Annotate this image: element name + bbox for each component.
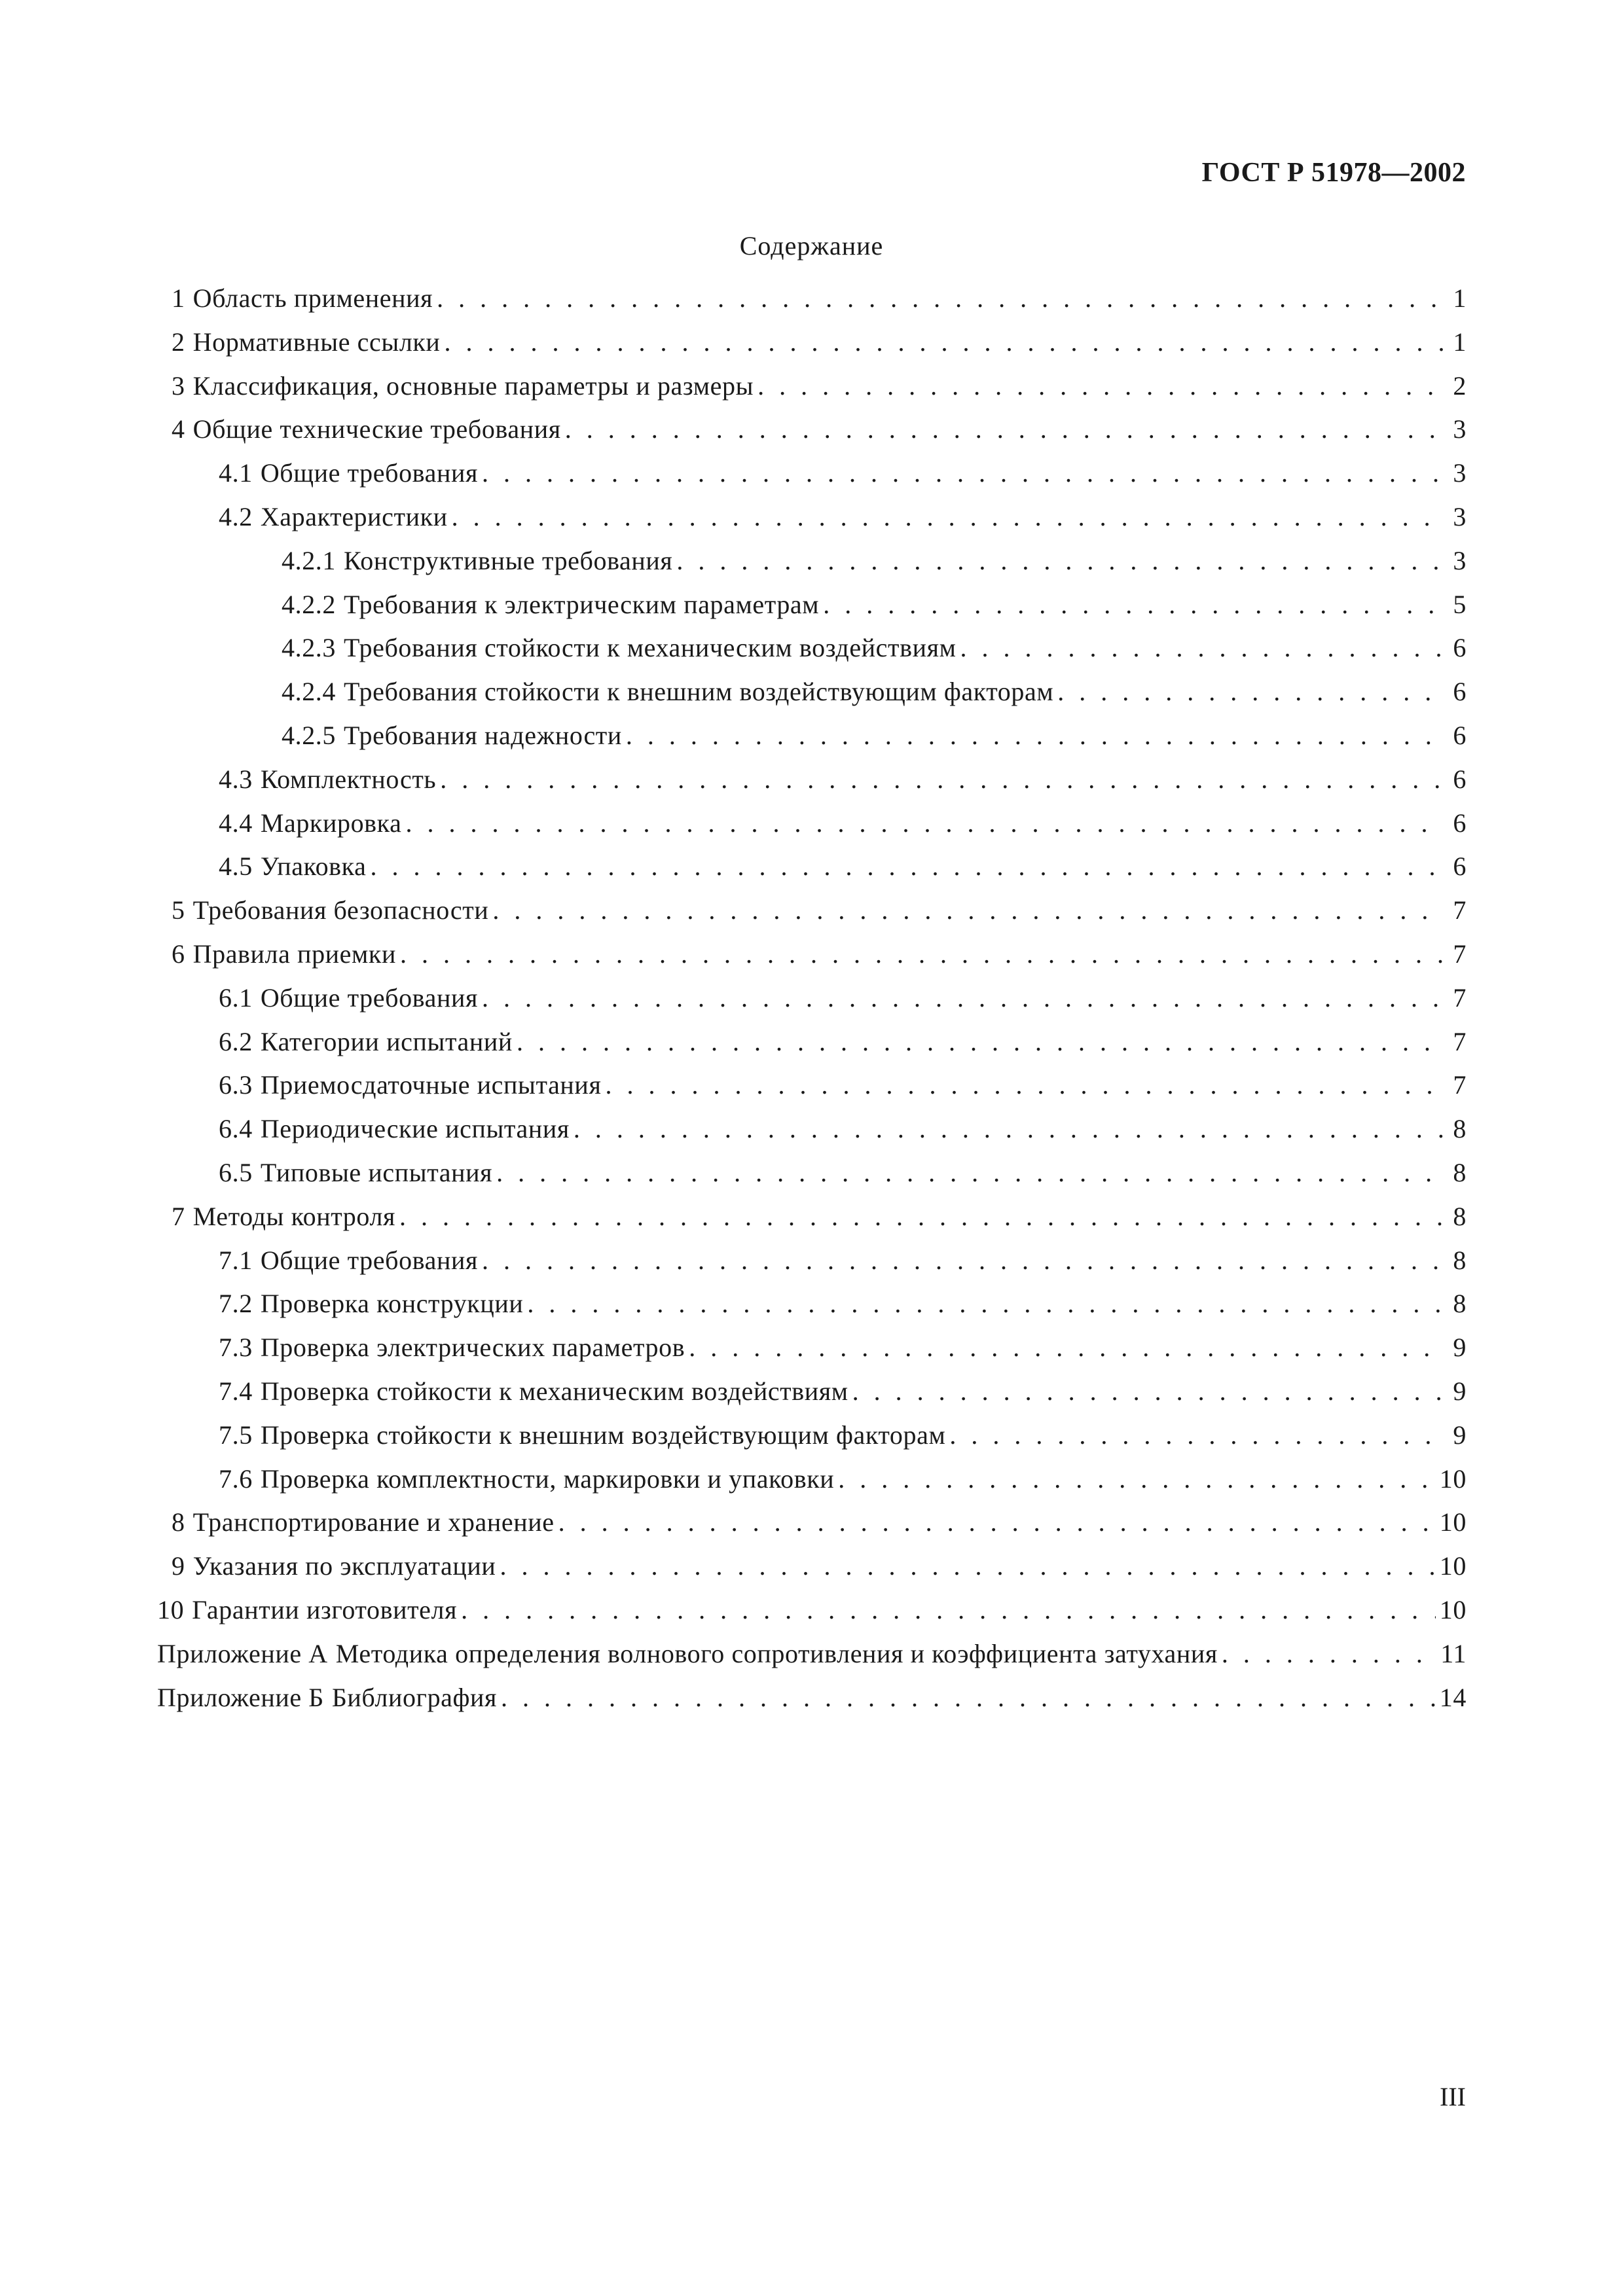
toc-entry-page: 8 [1453,1289,1467,1319]
toc-entry-title: Общие требования [260,458,479,488]
toc-entry-page: 6 [1453,633,1467,663]
toc-entry-number: 4.2.2 [282,589,336,619]
toc-entry[interactable] [157,1288,1467,1332]
toc-entry-number: 2 [172,327,185,357]
dot-leader [452,501,1443,532]
toc-entry-page: 9 [1453,1420,1467,1450]
toc-entry-page: 5 [1453,589,1467,619]
toc-entry[interactable] [157,808,1467,852]
dot-leader [492,895,1443,925]
toc-entry-number: 4.5 [219,852,253,882]
toc-entry-number: 6 [172,939,185,969]
toc-entry-page: 10 [1439,1507,1467,1537]
toc-entry[interactable] [157,1157,1467,1201]
dot-leader [689,1332,1443,1363]
toc-entry-number: 7.3 [219,1333,253,1363]
toc-entry-number: 6.5 [219,1157,253,1187]
dot-leader [370,851,1443,882]
toc-entry-page: 7 [1453,939,1467,969]
toc-entry[interactable] [157,1594,1467,1638]
dot-leader [565,414,1443,444]
toc-entry-title: Комплектность [260,764,437,794]
toc-entry-number: 1 [172,283,185,313]
page-number: III [1440,2082,1466,2111]
toc-entry[interactable] [157,414,1467,457]
toc-entry-title: Область применения [192,283,433,313]
toc-entry-page: 14 [1439,1682,1467,1712]
toc-entry-title: Требования надежности [344,720,622,750]
toc-entry-page: 10 [1439,1594,1467,1624]
toc-entry-number: 7.2 [219,1289,253,1319]
dot-leader [444,327,1443,357]
dot-leader [440,764,1443,795]
dot-leader [960,632,1443,663]
toc-entry-page: 1 [1453,327,1467,357]
dot-leader [399,1201,1443,1232]
dot-leader [437,283,1443,314]
toc-entry[interactable] [157,1332,1467,1376]
toc-entry-page: 6 [1453,852,1467,882]
dot-leader [405,808,1443,838]
toc-entry[interactable] [157,1551,1467,1594]
toc-entry[interactable] [157,1376,1467,1420]
dot-leader [1057,676,1443,707]
toc-entry[interactable] [157,545,1467,589]
toc-entry-number: 4.2.1 [282,545,336,575]
toc-entry-page: 9 [1453,1376,1467,1406]
toc-entry-title: Правила приемки [192,939,396,969]
toc-entry[interactable] [157,720,1467,764]
toc-entry[interactable] [157,457,1467,501]
toc-entry[interactable] [157,370,1467,414]
toc-entry-title: Требования стойкости к механическим воздействиям [344,633,957,663]
standard-code: ГОСТ Р 51978—2002 [1201,158,1466,188]
toc-entry-number: 6.1 [219,982,253,1013]
toc-entry-number: 4.4 [219,808,253,838]
toc-entry-page: 10 [1439,1551,1467,1581]
toc-entry[interactable] [157,589,1467,633]
toc-entry-page: 7 [1453,1026,1467,1056]
toc-entry-title: Упаковка [260,852,367,882]
toc-entry-page: 2 [1453,370,1467,401]
toc-entry[interactable] [157,1245,1467,1289]
dot-leader [482,457,1443,488]
dot-leader [558,1507,1436,1537]
toc-entry-title: Проверка стойкости к механическим воздействиям [260,1376,848,1406]
toc-entry-page: 3 [1453,501,1467,531]
toc-entry-page: 8 [1453,1114,1467,1144]
toc-entry-number: 4.1 [219,458,253,488]
table-of-contents [157,283,1467,1725]
dot-leader [757,370,1443,401]
toc-entry-page: 7 [1453,895,1467,925]
toc-entry-title: Проверка электрических параметров [260,1333,685,1363]
dot-leader [517,1026,1443,1057]
toc-entry-title: Общие требования [260,982,479,1013]
toc-entry-title: Требования безопасности [192,895,489,925]
toc-entry[interactable] [157,851,1467,895]
toc-entry-page: 11 [1440,1638,1467,1668]
toc-entry-page: 3 [1453,545,1467,575]
toc-entry-number: 4.2.5 [282,720,336,750]
toc-entry-page: 7 [1453,982,1467,1013]
toc-entry-title: Проверка конструкции [260,1289,524,1319]
dot-leader [400,939,1443,969]
toc-entry-title: Характеристики [260,501,448,531]
toc-entry-number: 5 [172,895,185,925]
toc-entry-title: Маркировка [260,808,402,838]
dot-leader [605,1069,1443,1100]
dot-leader [574,1113,1443,1144]
toc-entry-number: 7.5 [219,1420,253,1450]
toc-entry-page: 6 [1453,677,1467,707]
toc-entry-page: 6 [1453,808,1467,838]
toc-entry-title: Типовые испытания [260,1157,493,1187]
toc-entry[interactable] [157,1507,1467,1551]
toc-entry[interactable] [157,632,1467,676]
toc-entry[interactable] [157,1463,1467,1507]
toc-entry-title: Общие технические требования [192,414,561,444]
toc-entry-number: 7 [172,1201,185,1231]
toc-entry-page: 9 [1453,1333,1467,1363]
toc-entry-title: Классификация, основные параметры и размеры [192,370,754,401]
toc-entry[interactable] [157,982,1467,1026]
dot-leader [626,720,1443,751]
toc-entry-page: 3 [1453,414,1467,444]
toc-entry-page: 10 [1439,1463,1467,1494]
toc-entry-number: Приложение А [157,1638,328,1668]
toc-entry-title: Библиография [331,1682,498,1712]
toc-entry-number: 4 [172,414,185,444]
toc-entry[interactable] [157,1638,1467,1682]
dot-leader [676,545,1443,576]
dot-leader [461,1594,1436,1625]
dot-leader [482,982,1443,1013]
toc-entry-title: Требования стойкости к внешним воздействующим факторам [344,677,1054,707]
dot-leader [823,589,1443,620]
toc-entry-number: 4.2.4 [282,677,336,707]
toc-entry[interactable] [157,1069,1467,1113]
dot-leader [527,1288,1443,1319]
dot-leader [482,1245,1443,1276]
toc-entry-number: 7.1 [219,1245,253,1275]
toc-entry-number: 3 [172,370,185,401]
dot-leader [838,1463,1436,1494]
toc-entry[interactable] [157,1026,1467,1070]
toc-title: Содержание [739,231,884,260]
toc-entry-page: 1 [1453,283,1467,313]
toc-entry-title: Транспортирование и хранение [192,1507,555,1537]
toc-entry-number: 4.3 [219,764,253,794]
toc-entry[interactable] [157,1201,1467,1245]
toc-entry-title: Приемосдаточные испытания [260,1070,602,1100]
toc-entry[interactable] [157,1682,1467,1726]
toc-entry-title: Нормативные ссылки [192,327,441,357]
toc-entry-number: 4.2 [219,501,253,531]
toc-entry-page: 7 [1453,1070,1467,1100]
toc-entry-page: 8 [1453,1157,1467,1187]
toc-entry[interactable] [157,676,1467,720]
toc-entry-page: 6 [1453,764,1467,794]
dot-leader [1222,1638,1436,1669]
toc-entry[interactable] [157,501,1467,545]
toc-entry[interactable] [157,764,1467,808]
toc-entry-page: 8 [1453,1201,1467,1231]
toc-entry-title: Категории испытаний [260,1026,513,1056]
toc-entry-number: 6.4 [219,1114,253,1144]
toc-entry[interactable] [157,939,1467,982]
dot-leader [496,1157,1443,1188]
toc-entry-number: 6.3 [219,1070,253,1100]
toc-entry-title: Требования к электрическим параметрам [344,589,820,619]
toc-entry[interactable] [157,1420,1467,1463]
toc-entry-title: Проверка комплектности, маркировки и упаковки [260,1463,835,1494]
dot-leader [501,1682,1436,1713]
toc-entry-number: 6.2 [219,1026,253,1056]
dot-leader [949,1420,1443,1450]
toc-entry-title: Методы контроля [192,1201,396,1231]
toc-entry-title: Указания по эксплуатации [192,1551,496,1581]
toc-entry-page: 8 [1453,1245,1467,1275]
toc-entry-number: 9 [172,1551,185,1581]
toc-entry-title: Методика определения волнового сопротивления и коэффициента затухания [335,1638,1218,1668]
toc-entry[interactable] [157,327,1467,370]
toc-entry-number: Приложение Б [157,1682,324,1712]
toc-entry-number: 8 [172,1507,185,1537]
toc-entry-page: 3 [1453,458,1467,488]
toc-entry-title: Конструктивные требования [344,545,673,575]
toc-entry-title: Гарантии изготовителя [192,1594,458,1624]
toc-entry[interactable] [157,895,1467,939]
toc-entry[interactable] [157,283,1467,327]
dot-leader [852,1376,1443,1407]
toc-entry-title: Проверка стойкости к внешним воздействующим факторам [260,1420,946,1450]
toc-entry-title: Периодические испытания [260,1114,570,1144]
toc-entry-title: Общие требования [260,1245,479,1275]
toc-entry[interactable] [157,1113,1467,1157]
toc-entry-number: 4.2.3 [282,633,336,663]
toc-entry-number: 7.4 [219,1376,253,1406]
toc-entry-page: 6 [1453,720,1467,750]
toc-entry-number: 10 [157,1594,185,1624]
dot-leader [500,1551,1435,1581]
toc-entry-number: 7.6 [219,1463,253,1494]
